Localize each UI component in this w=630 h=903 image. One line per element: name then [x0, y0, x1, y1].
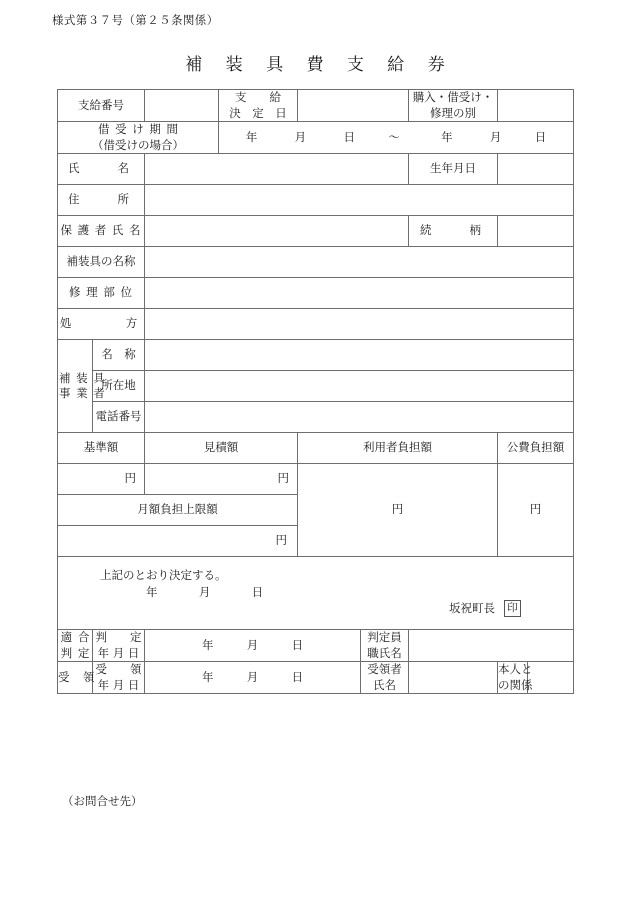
receipt-date-value[interactable]	[145, 662, 361, 694]
payment-number-label: 支給番号	[58, 90, 145, 122]
table-row-repair-part	[58, 278, 574, 309]
vendor-name-label: 名 称	[93, 340, 145, 371]
loan-period-label: 借 受 け 期 間 （借受けの場合）	[58, 122, 219, 154]
decision-statement: 上記のとおり決定する。	[100, 568, 227, 583]
decision-block	[58, 557, 574, 630]
estimate-amount-label: 見積額	[145, 433, 298, 464]
table-row-amount-headers	[58, 433, 574, 464]
estimate-amount-yen: 円	[277, 471, 289, 486]
repair-part-label: 修 理 部 位	[58, 278, 145, 309]
receiver-relation-label: 本人と の関係	[498, 662, 528, 694]
table-row-fit-judgement	[58, 630, 574, 662]
birthdate-label: 生年月日	[409, 154, 498, 185]
receipt-year: 年	[201, 669, 214, 684]
relation-value[interactable]	[498, 216, 574, 247]
relation-label: 続 柄	[409, 216, 498, 247]
range-mark: 〜	[388, 129, 400, 144]
loan-end-year: 年	[441, 129, 453, 144]
receiver-relation-value[interactable]	[528, 662, 574, 694]
judge-name-label: 判定員 職氏名	[361, 630, 409, 662]
purchase-category-value[interactable]	[498, 90, 574, 122]
vendor-phone-value[interactable]	[145, 402, 574, 433]
monthly-cap-label: 月額負担上限額	[58, 495, 298, 526]
vendor-group-label: 補 装 具 事 業 者	[58, 340, 93, 433]
loan-period-value[interactable]	[219, 122, 574, 154]
decision-year: 年	[146, 585, 158, 600]
purchase-category-label: 購入・借受け・ 修理の別	[409, 90, 498, 122]
receiver-name-value[interactable]	[409, 662, 498, 694]
table-row-address	[58, 185, 574, 216]
loan-end-month: 月	[489, 129, 502, 144]
table-row-loan-period	[58, 122, 574, 154]
voucher-table	[57, 89, 574, 694]
table-row-vendor-name	[58, 340, 574, 371]
public-burden-yen: 円	[529, 502, 542, 517]
user-burden-yen: 円	[391, 502, 404, 517]
judgement-year: 年	[201, 637, 214, 652]
table-row-device-name	[58, 247, 574, 278]
standard-amount-label: 基準額	[58, 433, 145, 464]
decision-date-label: 支 給 決 定 日	[219, 90, 298, 122]
birthdate-value[interactable]	[498, 154, 574, 185]
decision-day: 日	[251, 585, 264, 600]
judgement-month: 月	[246, 637, 259, 652]
mayor-title: 坂祝町長	[449, 600, 495, 615]
name-label: 氏 名	[58, 154, 145, 185]
monthly-cap-yen: 円	[275, 533, 287, 548]
receipt-date-label: 受 領 年 月 日	[93, 662, 145, 694]
public-burden-value[interactable]	[498, 464, 574, 557]
table-row-prescription	[58, 309, 574, 340]
decision-date-fields[interactable]	[146, 585, 263, 601]
table-row-receipt	[58, 662, 574, 694]
payment-number-value[interactable]	[145, 90, 219, 122]
receipt-day: 日	[291, 669, 304, 684]
judge-name-value[interactable]	[409, 630, 574, 662]
device-name-value[interactable]	[145, 247, 574, 278]
decision-month: 月	[198, 585, 211, 600]
vendor-name-value[interactable]	[145, 340, 574, 371]
vendor-phone-label: 電話番号	[93, 402, 145, 433]
standard-amount-yen: 円	[124, 471, 136, 486]
public-burden-label: 公費負担額	[498, 433, 574, 464]
judgement-date-value[interactable]	[145, 630, 361, 662]
guardian-name-label: 保 護 者 氏 名	[58, 216, 145, 247]
prescription-label: 処 方	[58, 309, 145, 340]
name-value[interactable]	[145, 154, 409, 185]
user-burden-label: 利用者負担額	[298, 433, 498, 464]
address-value[interactable]	[145, 185, 574, 216]
page-title: 補 装 具 費 支 給 券	[185, 55, 454, 75]
fit-judgement-label: 適 合 判 定	[58, 630, 93, 662]
vendor-location-label: 所在地	[93, 371, 145, 402]
loan-start-day: 日	[343, 129, 355, 144]
repair-part-value[interactable]	[145, 278, 574, 309]
loan-start-year: 年	[245, 129, 258, 144]
table-row-vendor-phone	[58, 402, 574, 433]
receiver-name-label: 受領者 氏名	[361, 662, 409, 694]
device-name-label: 補装具の名称	[58, 247, 145, 278]
vendor-location-value[interactable]	[145, 371, 574, 402]
table-row-guardian	[58, 216, 574, 247]
judgement-date-label: 判 定 年 月 日	[93, 630, 145, 662]
estimate-amount-value[interactable]	[145, 464, 298, 495]
receipt-label: 受 領	[58, 662, 93, 694]
loan-end-day: 日	[534, 129, 547, 144]
decision-date-value[interactable]	[298, 90, 409, 122]
user-burden-value[interactable]	[298, 464, 498, 557]
table-row-decision	[58, 557, 574, 630]
mayor-signature	[449, 600, 521, 617]
judgement-day: 日	[291, 637, 304, 652]
table-row-payment	[58, 90, 574, 122]
contact-note: （お問合せ先）	[62, 794, 143, 808]
seal-stamp-icon[interactable]: 印	[504, 600, 521, 617]
monthly-cap-value[interactable]	[58, 526, 298, 557]
table-row-vendor-location	[58, 371, 574, 402]
prescription-value[interactable]	[145, 309, 574, 340]
receipt-month: 月	[246, 669, 259, 684]
loan-start-month: 月	[294, 129, 307, 144]
table-row-name	[58, 154, 574, 185]
address-label: 住 所	[58, 185, 145, 216]
form-number: 様式第３７号（第２５条関係）	[52, 13, 219, 27]
standard-amount-value[interactable]	[58, 464, 145, 495]
table-row-amount-values	[58, 464, 574, 495]
guardian-name-value[interactable]	[145, 216, 409, 247]
